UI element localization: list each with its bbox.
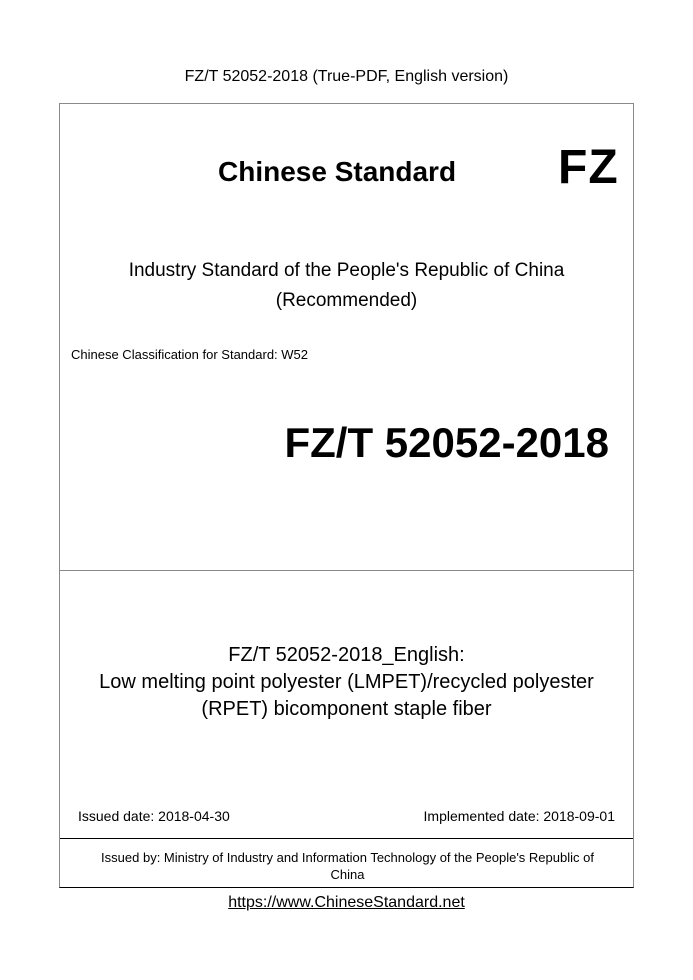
standard-mark: FZ [558, 141, 619, 194]
recommended-label: (Recommended) [275, 290, 418, 311]
standard-number: FZ/T 52052-2018 [284, 419, 609, 466]
issuer-block [70, 849, 625, 883]
issuer-divider [60, 838, 633, 839]
document-title-line-1: FZ/T 52052-2018_English: [228, 644, 465, 666]
document-title-line-2: Low melting point polyester (LMPET)/recycled polyester [99, 671, 594, 693]
cover-frame [59, 103, 634, 888]
issuer-line-2: China [330, 867, 365, 882]
issuer-line-1: Issued by: Ministry of Industry and Information Technology of the People's Republic of [101, 850, 594, 865]
document-title-block [60, 642, 633, 723]
implemented-date: Implemented date: 2018-09-01 [423, 808, 615, 824]
page-header-title: FZ/T 52052-2018 (True-PDF, English version) [184, 68, 509, 85]
issued-date: Issued date: 2018-04-30 [78, 808, 230, 824]
standard-title: Chinese Standard [218, 156, 457, 187]
footer-link-container [0, 894, 693, 912]
website-link[interactable]: https://www.ChineseStandard.net [228, 894, 465, 911]
document-title-line-3: (RPET) bicomponent staple fiber [201, 698, 492, 720]
industry-standard-line: Industry Standard of the People's Republic of China [128, 260, 565, 281]
industry-standard-block [60, 256, 633, 316]
classification-label: Chinese Classification for Standard: W52 [71, 347, 309, 362]
section-divider [60, 570, 633, 571]
